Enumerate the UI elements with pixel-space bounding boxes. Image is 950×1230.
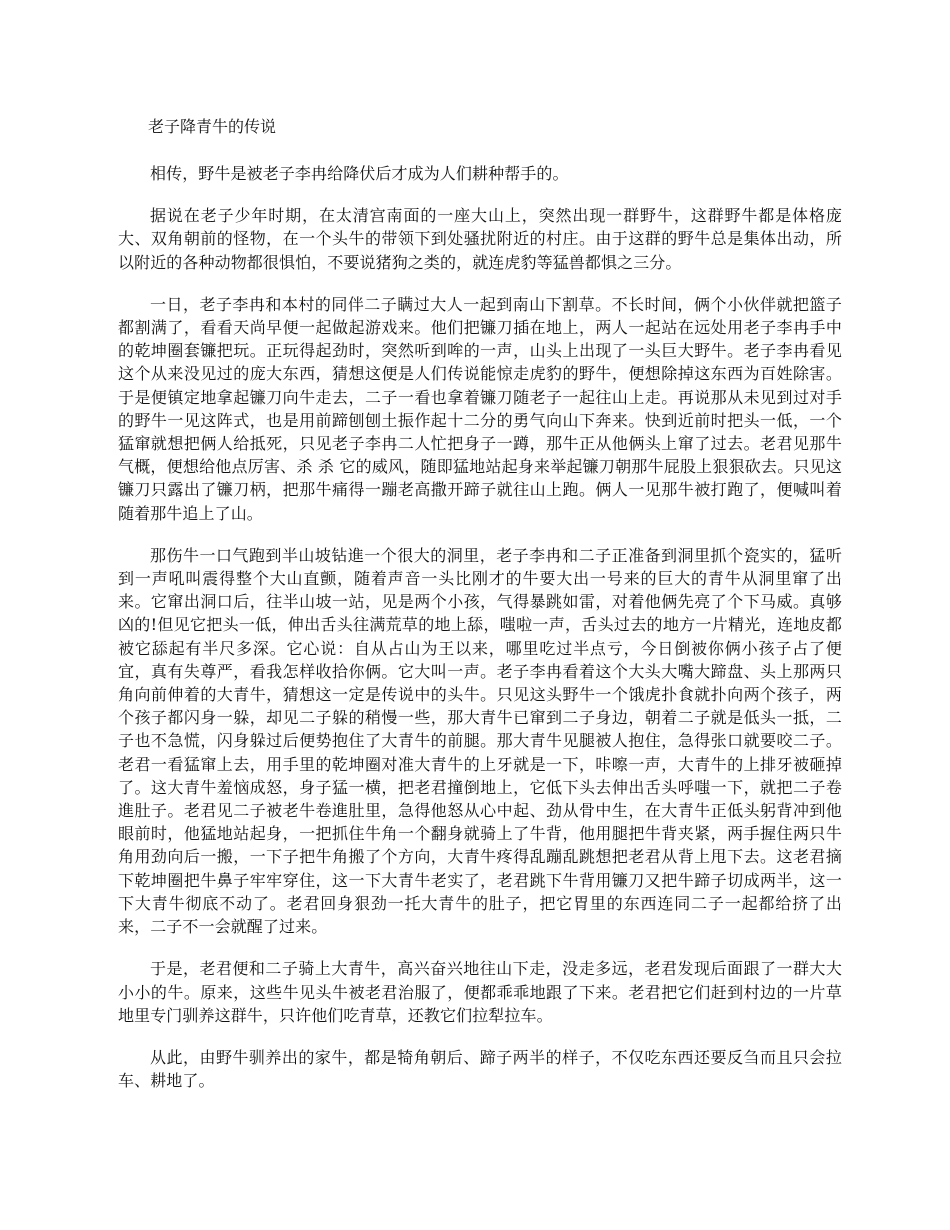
paragraph-2: 据说在老子少年时期，在太清宫南面的一座大山上，突然出现一群野牛，这群野牛都是体格庞大、双角朝前的怪物，在一个头牛的带领下到处骚扰附近的村庄。由于这群的野牛总是集体出动，所以附近的各种动物都很惧怕，不要说猪狗之类的，就连虎豹等猛兽都惧之三分。 <box>118 206 842 272</box>
paragraph-3: 一日，老子李冉和本村的同伴二子瞒过大人一起到南山下割草。不长时间，俩个小伙伴就把篮子都割满了，看看天尚早便一起做起游戏来。他们把镰刀插在地上，两人一起站在远处用老子李冉手中的乾坤圈套镰把玩。正玩得起劲时，突然听到哞的一声，山头上出现了一头巨大野牛。老子李冉看见这个从来没见过的庞大东西，猜想这便是人们传说能惊走虎豹的野牛，便想除掉这东西为百姓除害。于是便镇定地拿起镰刀向牛走去，二子一看也拿着镰刀随老子一起往山上走。再说那从未见到过对手的野牛一见这阵式，也是用前蹄刨刨土振作起十二分的勇气向山下奔来。快到近前时把头一低，一个猛窜就想把俩人给抵死，只见老子李冉二人忙把身子一蹲，那牛正从他俩头上窜了过去。老君见那牛气概，便想给他点厉害、杀 杀 它的威风，随即猛地站起身来举起镰刀朝那牛屁股上狠狠砍去。只见这镰刀只露出了镰刀柄，把那牛痛得一蹦老高撒开蹄子就往山上跑。俩人一见那牛被打跑了，便喊叫着随着那牛追上了山。 <box>118 294 842 523</box>
paragraph-4: 那伤牛一口气跑到半山坡钻進一个很大的洞里，老子李冉和二子正准备到洞里抓个瓷实的，猛听到一声吼叫震得整个大山直颤，随着声音一头比刚才的牛要大出一号来的巨大的青牛从洞里窜了出来。它窜出洞口后，往半山坡一站，见是两个小孩，气得暴跳如雷，对着他俩先亮了个下马威。真够凶的!但见它把头一低，伸出舌头往满荒草的地上舔，嗤啦一声，舌头过去的地方一片精光，连地皮都被它舔起有半尺多深。它心说：自从占山为王以来，哪里吃过半点亏，今日倒被你俩小孩子占了便宜，真有失尊严，看我怎样收拾你俩。它大叫一声。老子李冉看着这个大头大嘴大蹄盘、头上那两只角向前伸着的大青牛，猜想这一定是传说中的头牛。只见这头野牛一个饿虎扑食就扑向两个孩子，两个孩子都闪身一躲，却见二子躲的稍慢一些，那大青牛已窜到二子身边，朝着二子就是低头一抵，二子也不急慌，闪身躲过后便势抱住了大青牛的前腿。那大青牛见腿被人抱住，急得张口就要咬二子。老君一看猛窜上去，用手里的乾坤圈对准大青牛的上牙就是一下，咔嚓一声，大青牛的上排牙被砸掉了。这大青牛羞恼成怒，身子猛一横，把老君撞倒地上，它低下头去伸出舌头呼嗤一下，就把二子卷進肚子。老君见二子被老牛卷進肚里，急得他怒从心中起、劲从骨中生，在大青牛正低头躬背冲到他眼前时，他猛地站起身，一把抓住牛角一个翻身就骑上了牛背，他用腿把牛背夹紧，两手握住两只牛角用劲向后一搬，一下子把牛角搬了个方向，大青牛疼得乱蹦乱跳想把老君从背上甩下去。这老君摘下乾坤圈把牛鼻子牢牢穿住，这一下大青牛老实了，老君跳下牛背用镰刀又把牛蹄子切成两半，这一下大青牛彻底不动了。老君回身狠劲一托大青牛的肚子，把它胃里的东西连同二子一起都给挤了出来，二子不一会就醒了过来。 <box>118 545 842 937</box>
document-title: 老子降青牛的传说 <box>148 117 277 136</box>
paragraph-1: 相传，野牛是被老子李冉给降伏后才成为人们耕种帮手的。 <box>150 164 569 183</box>
document-page <box>118 114 842 1111</box>
paragraph-6: 从此，由野牛驯养出的家牛，都是犄角朝后、蹄子两半的样子，不仅吃东西还要反刍而且只会拉车、耕地了。 <box>118 1047 842 1091</box>
paragraph-5: 于是，老君便和二子骑上大青牛，高兴奋兴地往山下走，没走多远，老君发现后面跟了一群大大小小的牛。原来，这些牛见头牛被老君治服了，便都乖乖地跟了下来。老君把它们赶到村边的一片草地里专门驯养这群牛，只许他们吃青草，还教它们拉犁拉车。 <box>118 959 842 1025</box>
